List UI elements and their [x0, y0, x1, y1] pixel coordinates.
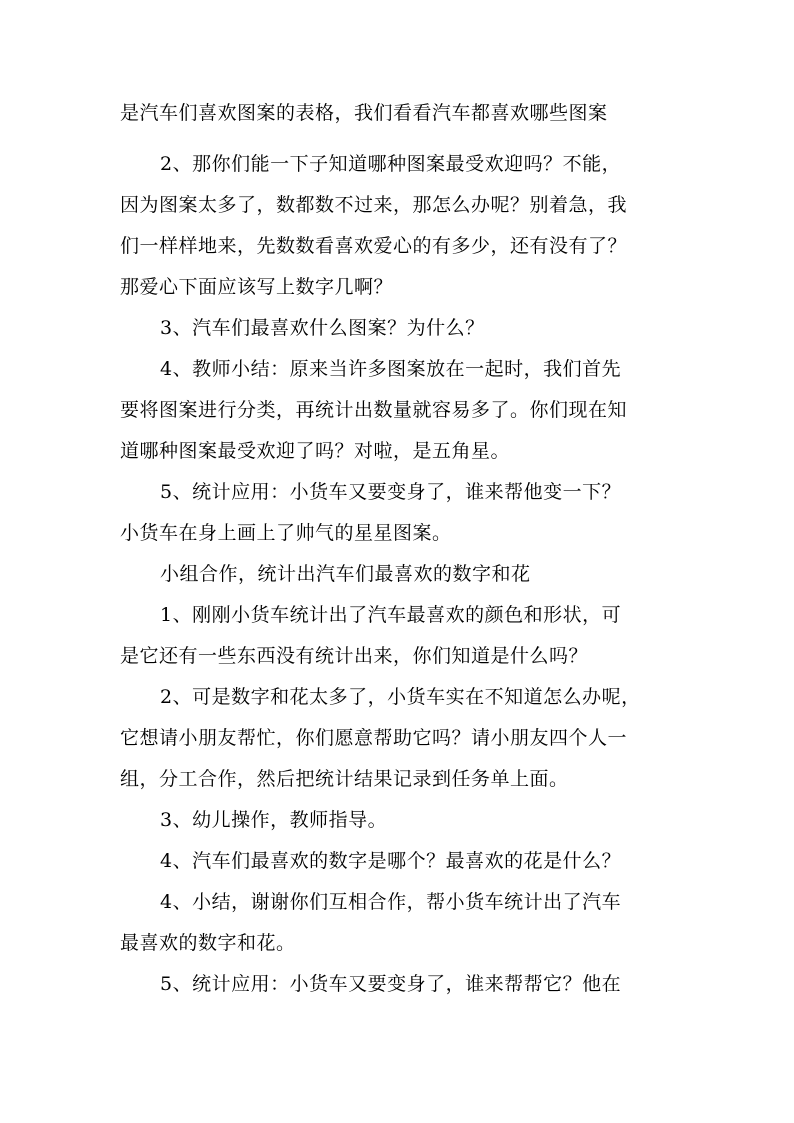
text-line: 小货车在身上画上了帅气的星星图案。	[120, 522, 452, 544]
paragraph-4	[120, 349, 680, 472]
text-line: 要将图案进行分类，再统计出数量就容易多了。你们现在知	[120, 399, 628, 421]
text-line: 4、教师小结：原来当许多图案放在一起时，我们首先	[160, 358, 622, 380]
text-line: 道哪种图案最受欢迎了吗？对啦，是五角星。	[120, 440, 511, 462]
text-line: 那爱心下面应该写上数字几啊？	[120, 276, 394, 298]
text-line: 3、幼儿操作，教师指导。	[160, 809, 388, 831]
text-line: 4、汽车们最喜欢的数字是哪个？最喜欢的花是什么？	[160, 850, 622, 872]
paragraph-2	[120, 144, 680, 308]
paragraph-3	[120, 308, 680, 349]
paragraph-8	[120, 677, 680, 800]
paragraph-12	[120, 964, 680, 1005]
text-line: 3、汽车们最喜欢什么图案？为什么？	[160, 317, 485, 339]
text-line: 5、统计应用：小货车又要变身了，谁来帮帮它？他在	[160, 973, 622, 995]
text-line: 是汽车们喜欢图案的表格，我们看看汽车都喜欢哪些图案	[120, 102, 608, 124]
paragraph-1	[120, 93, 680, 134]
paragraph-6	[120, 554, 680, 595]
paragraph-5	[120, 472, 680, 554]
paragraph-9	[120, 800, 680, 841]
text-line: 是它还有一些东西没有统计出来，你们知道是什么吗？	[120, 645, 589, 667]
text-line: 2、那你们能一下子知道哪种图案最受欢迎吗？不能，	[160, 153, 622, 175]
text-line: 组，分工合作，然后把统计结果记录到任务单上面。	[120, 768, 569, 790]
paragraph-7	[120, 595, 680, 677]
text-line: 5、统计应用：小货车又要变身了，谁来帮他变一下？	[160, 481, 622, 503]
text-line: 2、可是数字和花太多了，小货车实在不知道怎么办呢，	[160, 686, 641, 708]
text-line: 最喜欢的数字和花。	[120, 932, 296, 954]
text-line: 因为图案太多了，数都数不过来，那怎么办呢？别着急，我	[120, 194, 628, 216]
paragraph-10	[120, 841, 680, 882]
paragraph-11	[120, 882, 680, 964]
text-line: 它想请小朋友帮忙，你们愿意帮助它吗？请小朋友四个人一	[120, 727, 628, 749]
text-line: 小组合作，统计出汽车们最喜欢的数字和花	[160, 563, 531, 585]
text-line: 1、刚刚小货车统计出了汽车最喜欢的颜色和形状，可	[160, 604, 622, 626]
text-line: 4、小结，谢谢你们互相合作，帮小货车统计出了汽车	[160, 891, 622, 913]
text-line: 们一样样地来，先数数看喜欢爱心的有多少，还有没有了？	[120, 235, 628, 257]
